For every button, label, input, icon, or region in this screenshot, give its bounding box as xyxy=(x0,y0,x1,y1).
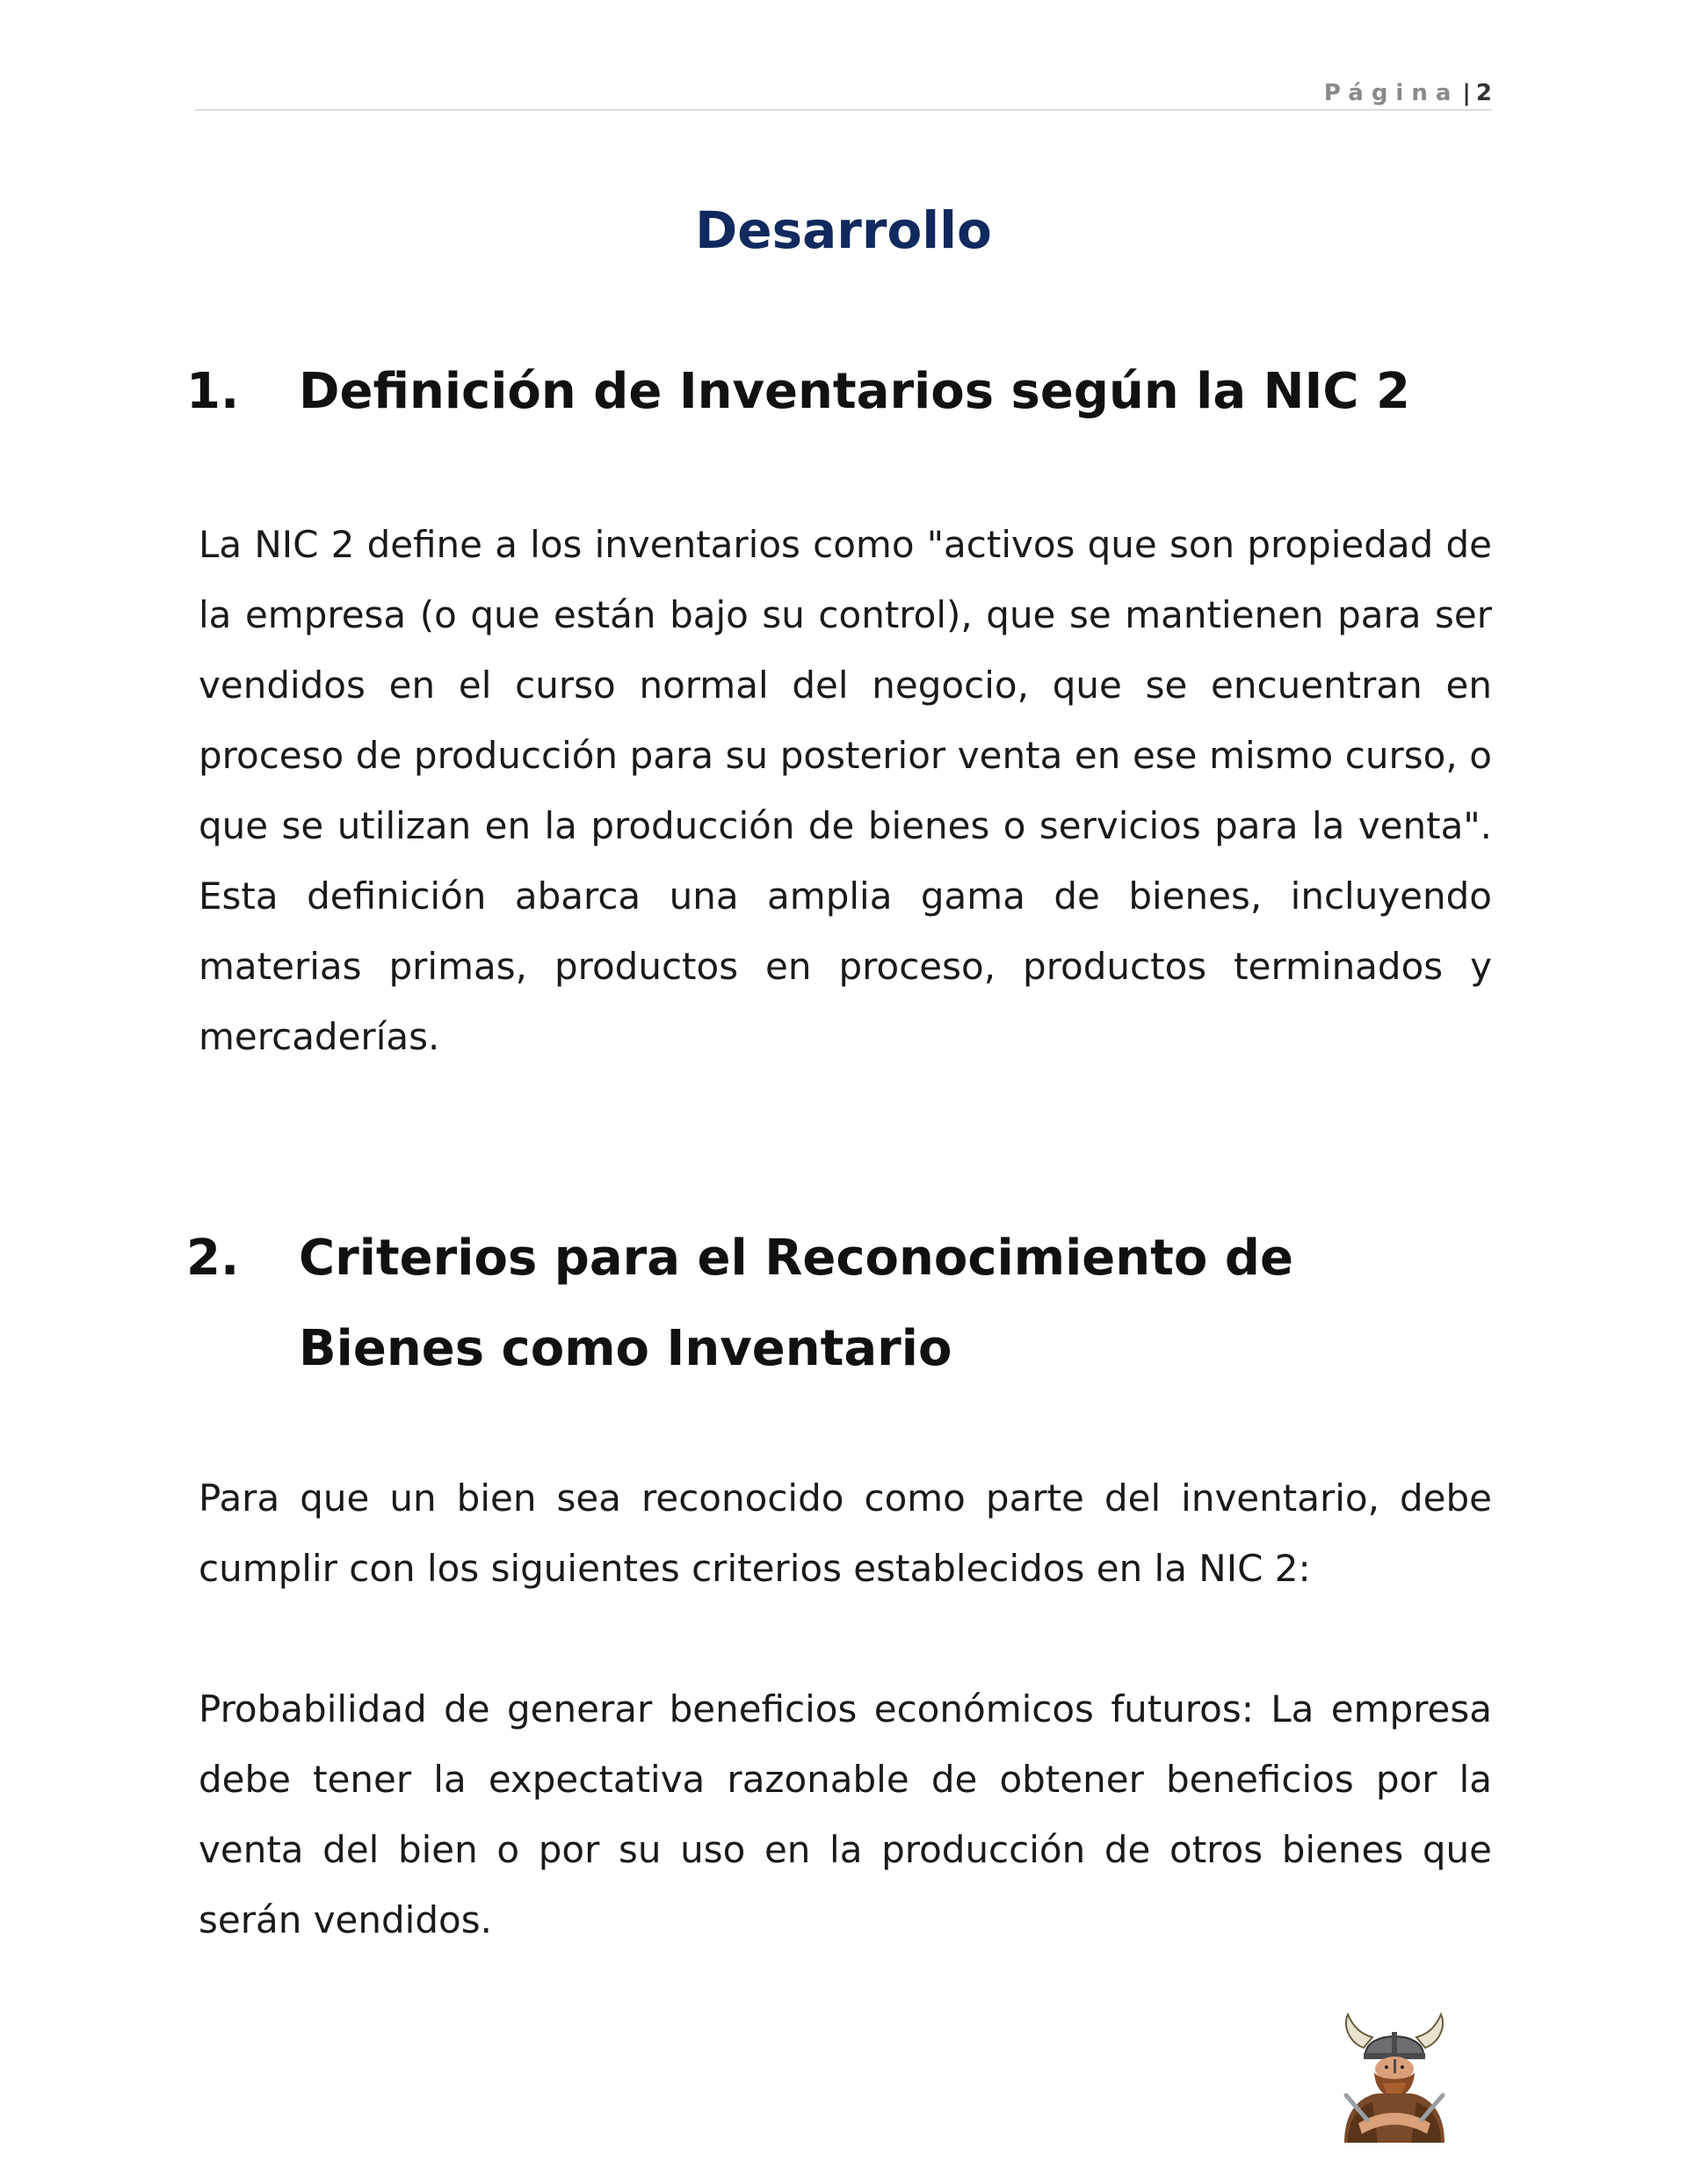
paragraph-criteria-probability: Probabilidad de generar beneficios económicos futuros: La empresa debe tener la expectativa razonable de obtener beneficios por la venta del bien o por su uso en la producción de otros bienes que serán vendidos. xyxy=(199,1687,1492,1941)
section-number: 2. xyxy=(186,1230,240,1287)
section-number: 1. xyxy=(186,363,240,420)
section-heading-text: Criterios para el Reconocimiento de Bienes como Inventario xyxy=(299,1230,1293,1377)
page-number: 2 xyxy=(1475,80,1492,106)
paragraph-definition: La NIC 2 define a los inventarios como "activos que son propiedad de la empresa (o que están bajo su control), que se mantienen para ser vendidos en el curso normal del negocio, que se encuentran en proceso de producción para su posterior venta en ese mismo curso, o que se utilizan en la producción de bienes o servicios para la venta". Esta definición abarca una amplia gama de bienes, incluyendo materias primas, productos en proceso, productos terminados y mercaderías. xyxy=(199,523,1492,1058)
page-label: Página xyxy=(1323,80,1459,106)
section-heading-text: Definición de Inventarios según la NIC 2 xyxy=(299,363,1410,420)
section-heading-2 xyxy=(186,1213,1492,1394)
section-heading-1 xyxy=(186,346,1492,437)
page-separator: | xyxy=(1462,80,1471,106)
page-title: Desarrollo xyxy=(695,200,992,260)
viking-warrior-icon xyxy=(1329,2011,1460,2143)
paragraph-criteria-intro: Para que un bien sea reconocido como parte del inventario, debe cumplir con los siguientes criterios establecidos en la NIC 2: xyxy=(199,1477,1492,1590)
page-header xyxy=(195,77,1492,111)
